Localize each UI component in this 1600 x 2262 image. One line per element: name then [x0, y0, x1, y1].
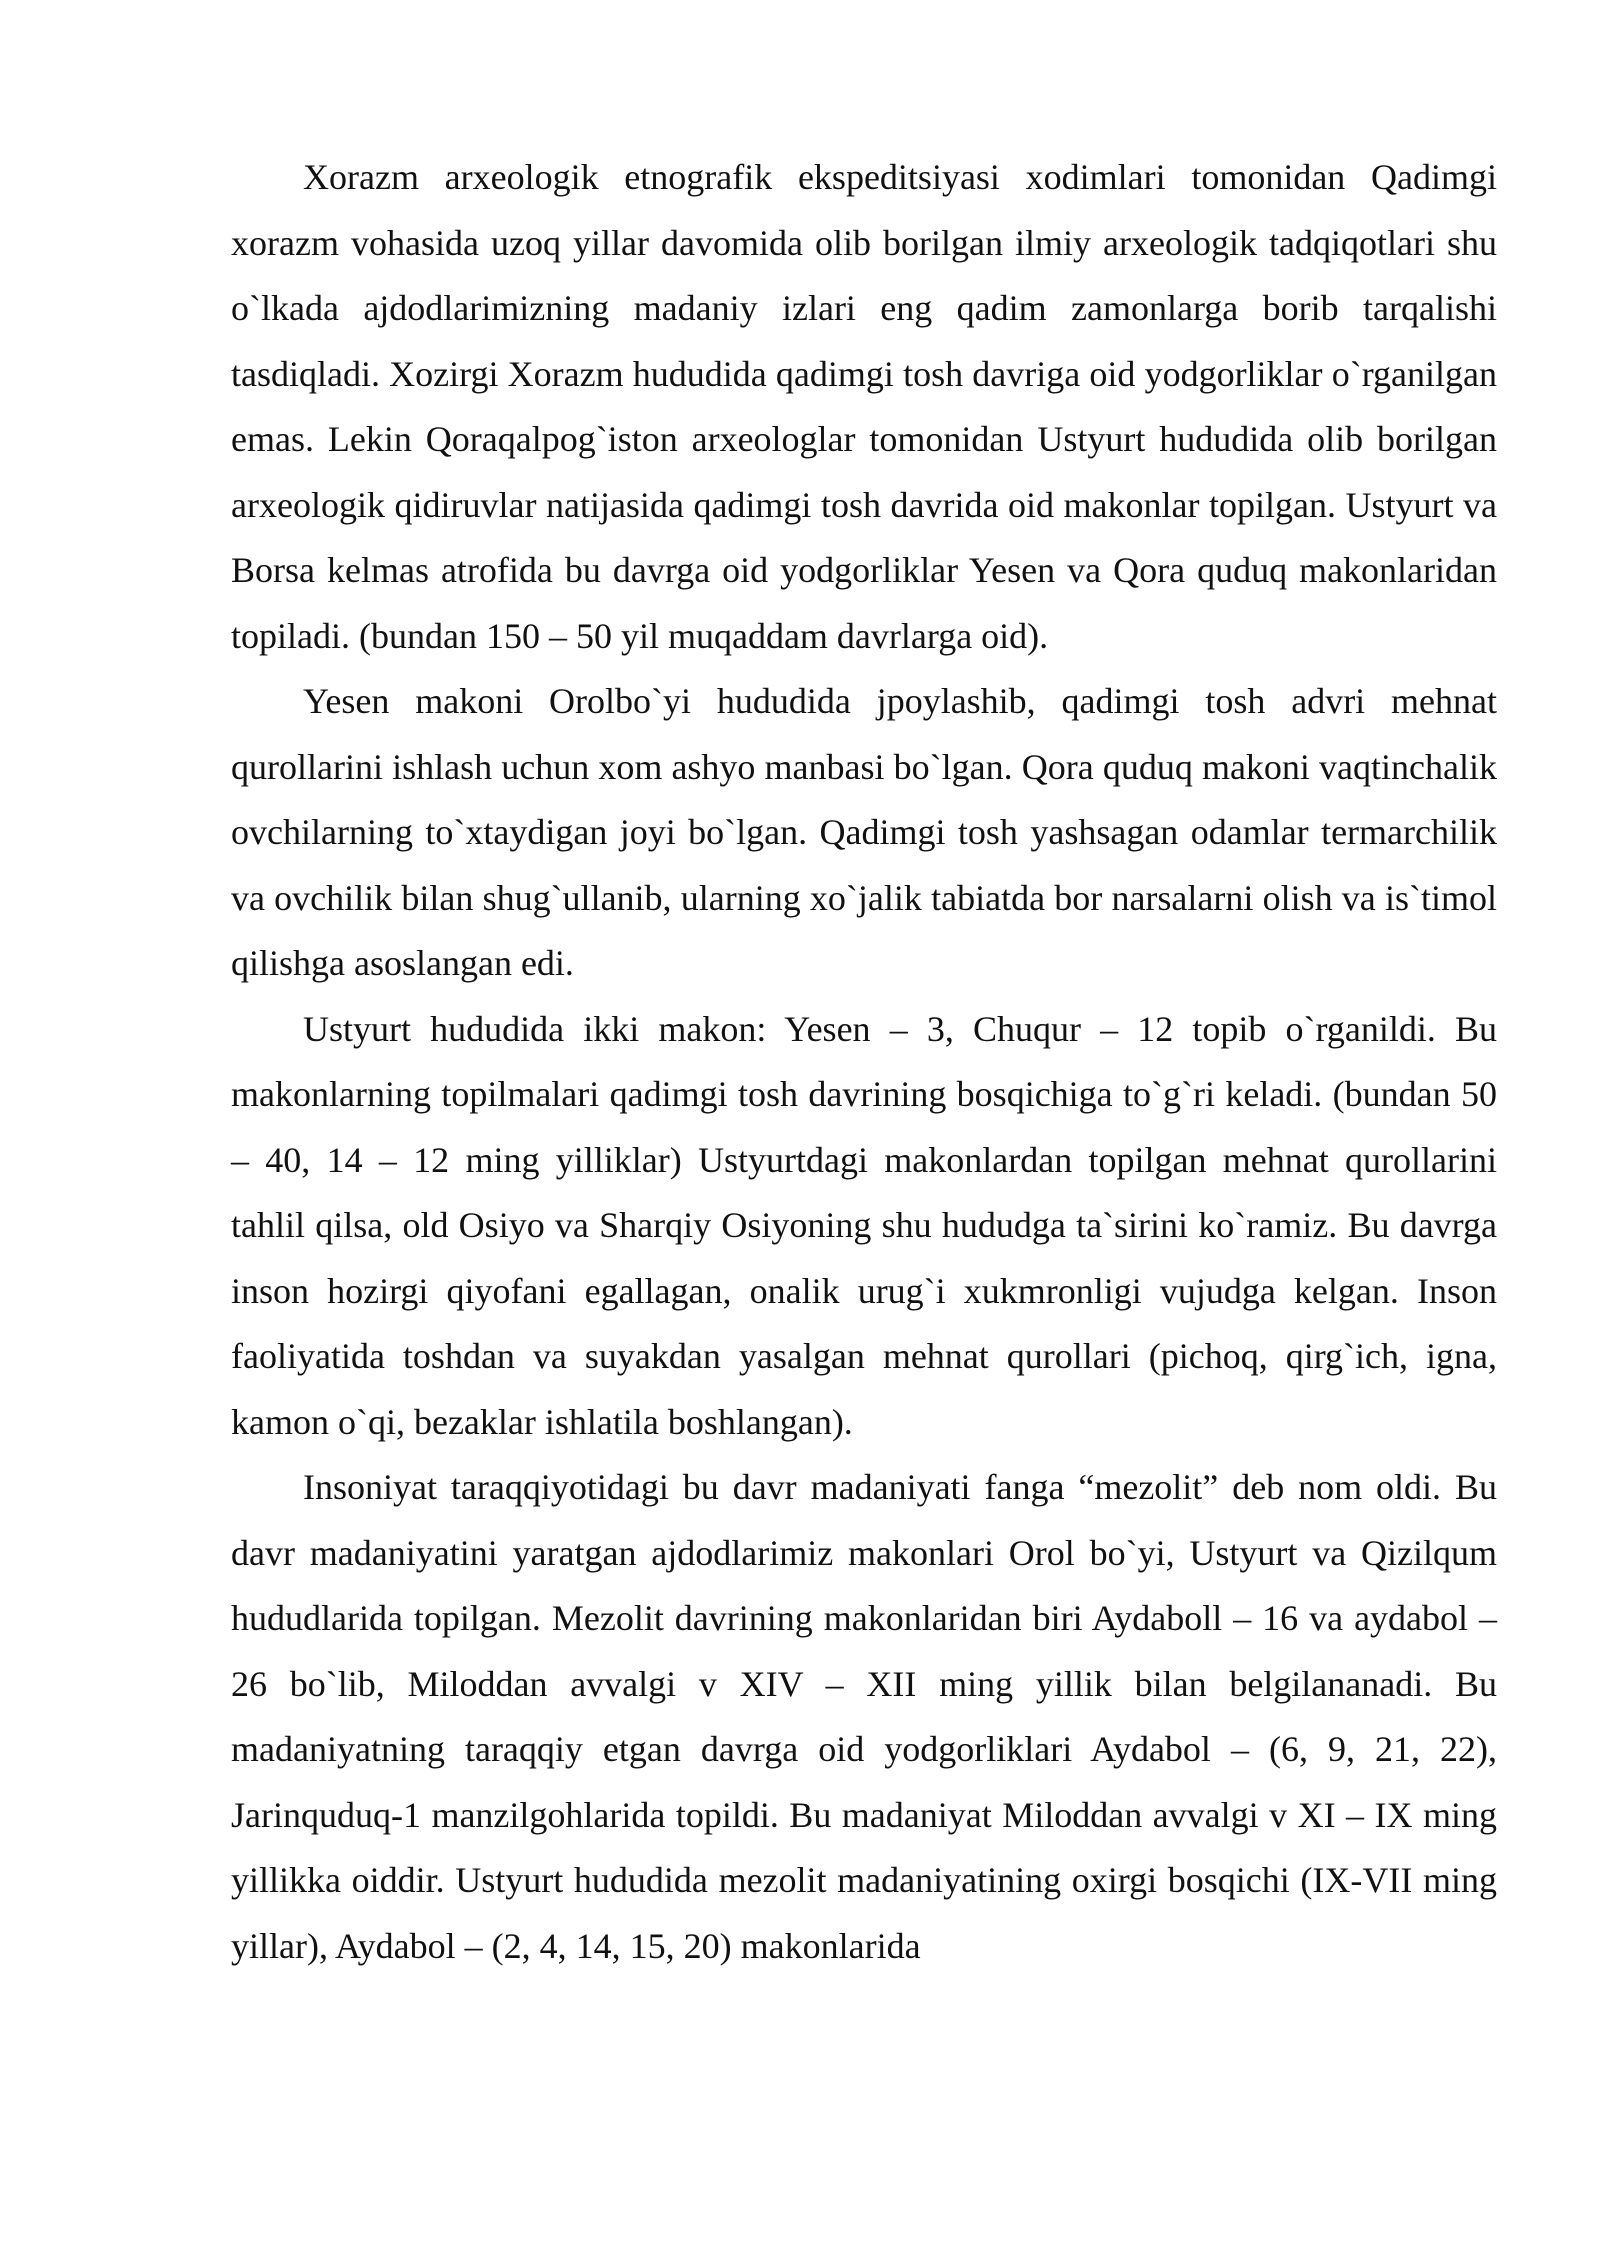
paragraph-3: Ustyurt hududida ikki makon: Yesen – 3, Chuqur – 12 topib o`rganildi. Bu makonlarning topilmalari qadimgi tosh davrining bosqichiga to`g`ri keladi. (bundan 50 – 40, 14 – 12 ming yilliklar) Ustyurtdagi makonlardan topilgan mehnat qurollarini tahlil qilsa, old Osiyo va Sharqiy Osiyoning shu hududga ta`sirini ko`ramiz. Bu davrga inson hozirgi qiyofani egallagan, onalik urug`i xukmronligi vujudga kelgan. Inson faoliyatida toshdan va suyakdan yasalgan mehnat qurollari (pichoq, qirg`ich, igna, kamon o`qi, bezaklar ishlatila boshlangan). — [231, 1008, 1497, 1442]
body-text — [231, 145, 1497, 1979]
paragraph-4: Insoniyat taraqqiyotidagi bu davr madaniyati fanga “mezolit” deb nom oldi. Bu davr madaniyatini yaratgan ajdodlarimiz makonlari Orol bo`yi, Ustyurt va Qizilqum hududlarida topilgan. Mezolit davrining makonlaridan biri Aydaboll – 16 va aydabol – 26 bo`lib, Miloddan avvalgi v XIV – XII ming yillik bilan belgilananadi. Bu madaniyatning taraqqiy etgan davrga oid yodgorliklari Aydabol – (6, 9, 21, 22), Jarinquduq-1 manzilgohlarida topildi. Bu madaniyat Miloddan avvalgi v XI – IX ming yillikka oiddir. Ustyurt hududida mezolit madaniyatining oxirgi bosqichi (IX-VII ming yillar), Aydabol – (2, 4, 14, 15, 20) makonlarida — [231, 1467, 1497, 1966]
paragraph-1: Xorazm arxeologik etnografik ekspeditsiyasi xodimlari tomonidan Qadimgi xorazm vohasida uzoq yillar davomida olib borilgan ilmiy arxeologik tadqiqotlari shu o`lkada ajdodlarimizning madaniy izlari eng qadim zamonlarga borib tarqalishi tasdiqladi. Xozirgi Xorazm hududida qadimgi tosh davriga oid yodgorliklar o`rganilgan emas. Lekin Qoraqalpog`iston arxeologlar tomonidan Ustyurt hududida olib borilgan arxeologik qidiruvlar natijasida qadimgi tosh davrida oid makonlar topilgan. Ustyurt va Borsa kelmas atrofida bu davrga oid yodgorliklar Yesen va Qora quduq makonlaridan topiladi. (bundan 150 – 50 yil muqaddam davrlarga oid). — [231, 157, 1497, 656]
paragraph-2: Yesen makoni Orolbo`yi hududida jpoylashib, qadimgi tosh advri mehnat qurollarini ishlash uchun xom ashyo manbasi bo`lgan. Qora quduq makoni vaqtinchalik ovchilarning to`xtaydigan joyi bo`lgan. Qadimgi tosh yashsagan odamlar termarchilik va ovchilik bilan shug`ullanib, ularning xo`jalik tabiatda bor narsalarni olish va is`timol qilishga asoslangan edi. — [231, 681, 1497, 983]
